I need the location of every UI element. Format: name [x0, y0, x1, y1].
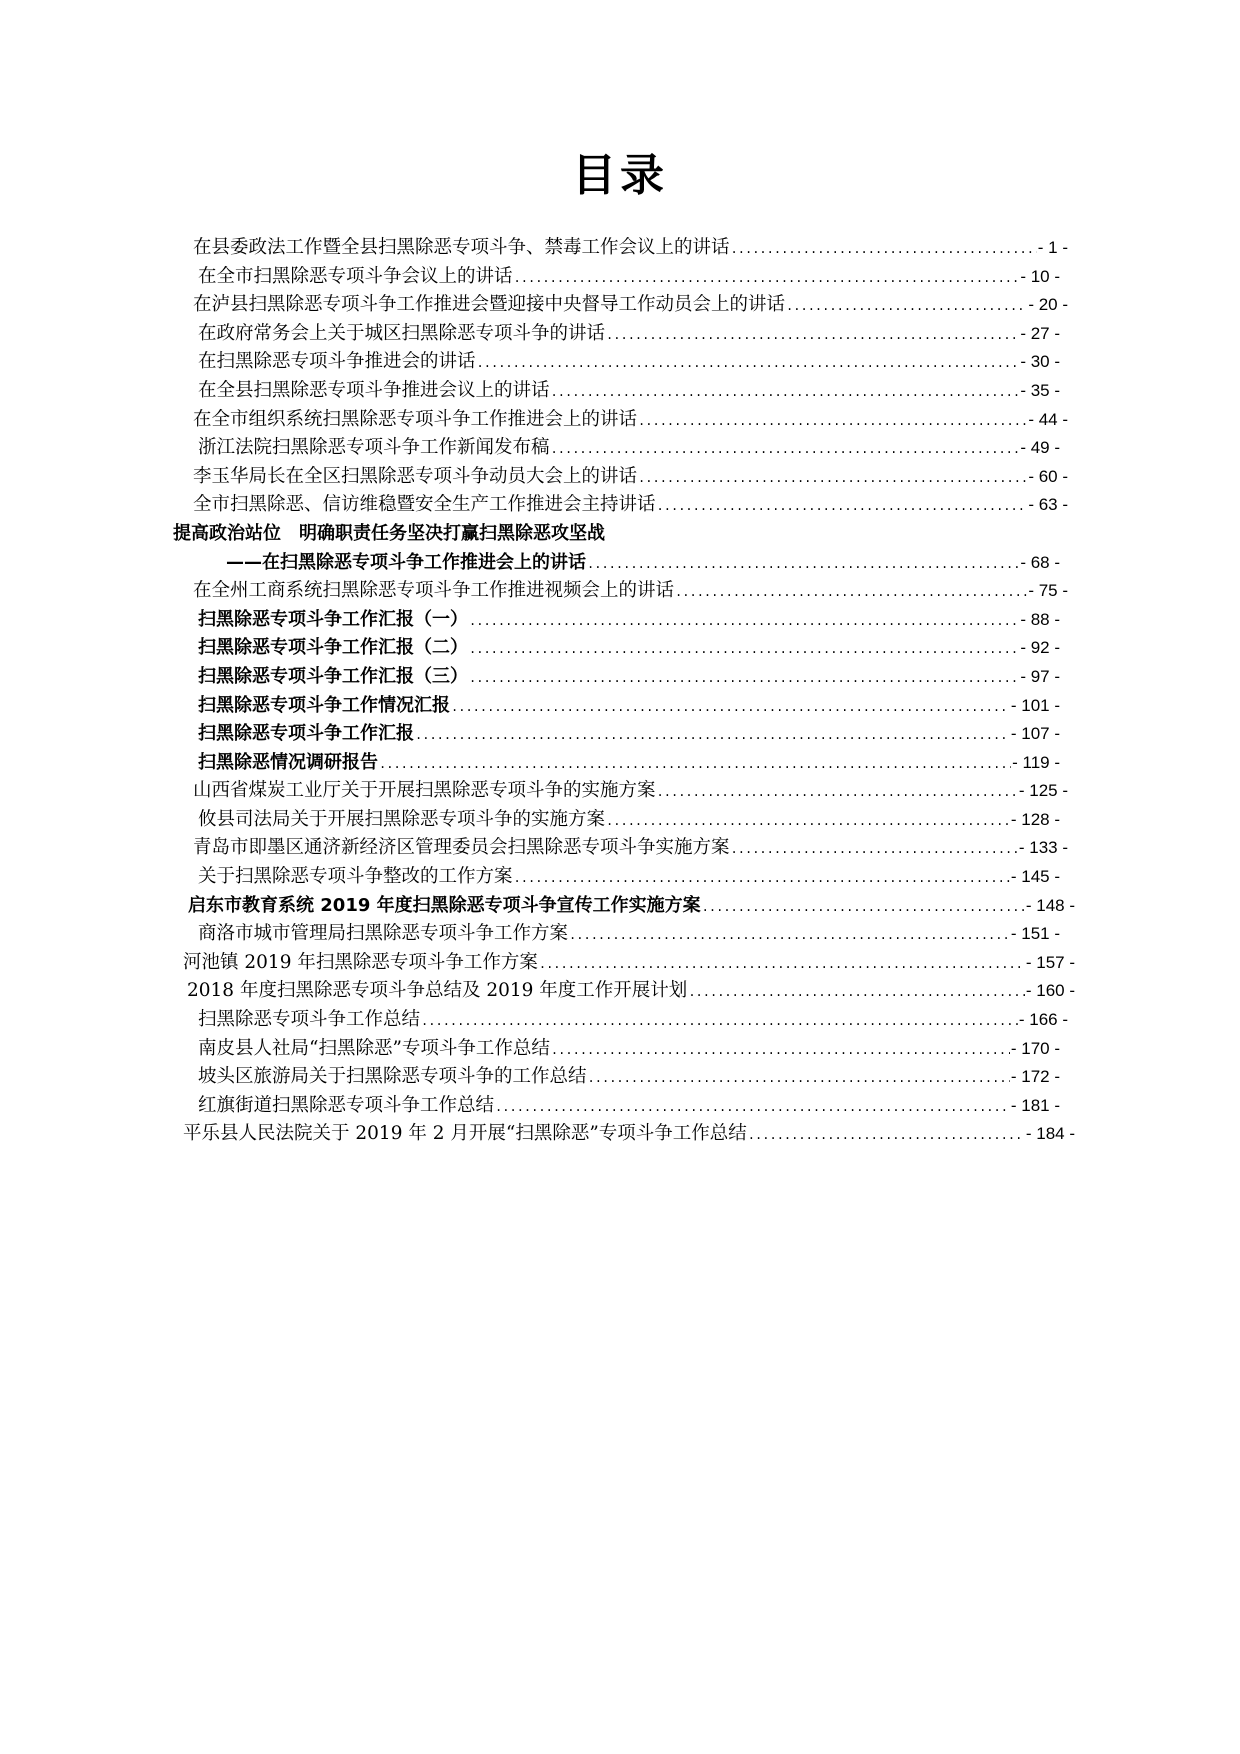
toc-entry-title: 2018 年度扫黑除恶专项斗争总结及 2019 年度工作开展计划 [187, 980, 688, 1002]
dot-leader [469, 664, 1019, 693]
toc-entry-page: - 10 - [1020, 266, 1060, 286]
toc-entry-title: 在全市扫黑除恶专项斗争会议上的讲话 [198, 265, 513, 287]
toc-entry-page: - 88 - [1020, 609, 1060, 629]
toc-entry[interactable] [0, 720, 1240, 749]
dot-leader [638, 464, 1027, 493]
toc-entry[interactable] [0, 1063, 1240, 1092]
toc-entry[interactable] [0, 291, 1240, 320]
toc-entry[interactable] [0, 377, 1240, 406]
toc-entry[interactable] [0, 348, 1240, 377]
dot-leader [675, 578, 1027, 607]
toc-entry[interactable] [0, 806, 1240, 835]
toc-entry-page: - 20 - [1028, 295, 1068, 315]
dot-leader [588, 1064, 1010, 1093]
toc-entry-title: 启东市教育系统 2019 年度扫黑除恶专项斗争宣传工作实施方案 [188, 894, 701, 916]
toc-entry[interactable] [0, 892, 1240, 921]
toc-entry-title: 在全市组织系统扫黑除恶专项斗争工作推进会上的讲话 [193, 408, 638, 430]
toc-entry-title: ——在扫黑除恶专项斗争工作推进会上的讲话 [226, 551, 586, 573]
toc-entry-title: 在泸县扫黑除恶专项斗争工作推进会暨迎接中央督导工作动员会上的讲话 [193, 294, 786, 316]
toc-entry[interactable] [0, 320, 1240, 349]
toc-entry-page: - 101 - [1010, 695, 1060, 715]
dot-leader [731, 235, 1037, 264]
toc-entry[interactable] [0, 1035, 1240, 1064]
toc-entry-page: - 166 - [1018, 1010, 1068, 1030]
toc-entry-page: - 92 - [1020, 638, 1060, 658]
toc-entry-page: - 151 - [1010, 924, 1060, 944]
toc-entry[interactable] [0, 749, 1240, 778]
dot-leader [606, 807, 1010, 836]
toc-entry-title: 在扫黑除恶专项斗争推进会的讲话 [198, 351, 476, 373]
dot-leader [495, 1093, 1010, 1122]
toc-entry[interactable] [0, 692, 1240, 721]
toc-entry-page: - 133 - [1018, 838, 1068, 858]
toc-entry-title: 攸县司法局关于开展扫黑除恶专项斗争的实施方案 [198, 808, 606, 830]
dot-leader [657, 778, 1018, 807]
toc-entry[interactable] [0, 777, 1240, 806]
toc-entry-page: - 157 - [1025, 952, 1075, 972]
toc-entry-page: - 27 - [1020, 323, 1060, 343]
dot-leader [477, 349, 1020, 378]
toc-entry[interactable] [0, 606, 1240, 635]
toc-entry-title: 李玉华局长在全区扫黑除恶专项斗争动员大会上的讲话 [193, 465, 638, 487]
toc-entry-page: - 60 - [1028, 466, 1068, 486]
dot-leader [569, 921, 1010, 950]
toc-entry-title: 在全州工商系统扫黑除恶专项斗争工作推进视频会上的讲话 [193, 580, 675, 602]
toc-entry-title: 坡头区旅游局关于扫黑除恶专项斗争的工作总结 [198, 1066, 587, 1088]
toc-entry-page: - 181 - [1010, 1095, 1060, 1115]
toc-entry-title: 南皮县人社局“扫黑除恶”专项斗争工作总结 [198, 1037, 550, 1059]
dot-leader [551, 378, 1020, 407]
toc-entry-page: - 160 - [1025, 981, 1075, 1001]
toc-entry-page: - 128 - [1010, 809, 1060, 829]
toc-entry-title: 扫黑除恶专项斗争工作汇报（一） [198, 608, 468, 630]
toc-list [0, 234, 1240, 1149]
toc-entry[interactable] [0, 491, 1240, 520]
toc-entry-title: 在县委政法工作暨全县扫黑除恶专项斗争、禁毒工作会议上的讲话 [193, 237, 730, 258]
toc-entry[interactable] [0, 1006, 1240, 1035]
toc-entry-title: 山西省煤炭工业厅关于开展扫黑除恶专项斗争的实施方案 [193, 780, 656, 802]
dot-leader [451, 693, 1010, 722]
toc-entry-title: 青岛市即墨区通济新经济区管理委员会扫黑除恶专项斗争实施方案 [193, 837, 730, 859]
toc-entry[interactable] [0, 949, 1240, 978]
toc-entry[interactable] [0, 463, 1240, 492]
dot-leader [786, 292, 1027, 321]
toc-entry[interactable] [0, 977, 1240, 1006]
toc-entry-page: - 107 - [1010, 724, 1060, 744]
dot-leader [514, 264, 1020, 293]
toc-entry-page: - 170 - [1010, 1038, 1060, 1058]
toc-entry[interactable] [0, 920, 1240, 949]
toc-entry-page: - 145 - [1010, 867, 1060, 887]
dot-leader [688, 978, 1025, 1007]
toc-entry[interactable] [0, 834, 1240, 863]
toc-entry-title: 关于扫黑除恶专项斗争整改的工作方案 [198, 866, 513, 888]
toc-title: 目录 [572, 150, 668, 201]
toc-section-heading[interactable] [0, 520, 1240, 549]
toc-entry-page: - 148 - [1025, 895, 1075, 915]
toc-entry-title: 河池镇 2019 年扫黑除恶专项斗争工作方案 [183, 951, 538, 973]
toc-entry-page: - 35 - [1020, 380, 1060, 400]
toc-entry[interactable] [0, 434, 1240, 463]
dot-leader [421, 1007, 1018, 1036]
toc-entry-title: 商洛市城市管理局扫黑除恶专项斗争工作方案 [198, 923, 569, 945]
dot-leader [702, 893, 1025, 922]
dot-leader [539, 950, 1025, 979]
toc-entry-page: - 68 - [1020, 552, 1060, 572]
toc-entry-page: - 75 - [1028, 581, 1068, 601]
toc-entry[interactable] [0, 263, 1240, 292]
toc-entry-title: 浙江法院扫黑除恶专项斗争工作新闻发布稿 [198, 437, 550, 459]
toc-entry-title: 在全县扫黑除恶专项斗争推进会议上的讲话 [198, 379, 550, 401]
toc-entry-page: - 184 - [1025, 1124, 1075, 1144]
toc-entry-title: 扫黑除恶专项斗争工作汇报（二） [198, 637, 468, 659]
toc-entry-page: - 97 - [1020, 666, 1060, 686]
dot-leader [379, 750, 1011, 779]
toc-entry-title: 提高政治站位 明确职责任务坚决打赢扫黑除恶攻坚战 [173, 522, 605, 544]
toc-entry-page: - 119 - [1012, 752, 1060, 772]
toc-entry[interactable] [0, 1120, 1240, 1149]
toc-entry[interactable] [0, 1092, 1240, 1121]
toc-entry-page: - 49 - [1020, 438, 1060, 458]
toc-entry-title: 平乐县人民法院关于 2019 年 2 月开展“扫黑除恶”专项斗争工作总结 [183, 1123, 747, 1145]
toc-entry-title: 扫黑除恶专项斗争工作情况汇报 [198, 694, 450, 716]
dot-leader [551, 1036, 1010, 1065]
dot-leader [587, 550, 1019, 579]
toc-entry[interactable] [0, 863, 1240, 892]
toc-entry-title: 扫黑除恶专项斗争工作汇报 [198, 723, 414, 745]
toc-entry-page: - 125 - [1018, 781, 1068, 801]
dot-leader [514, 864, 1010, 893]
toc-entry-page: - 63 - [1028, 495, 1068, 515]
dot-leader [731, 835, 1018, 864]
toc-entry-title: 扫黑除恶专项斗争工作总结 [198, 1009, 421, 1031]
toc-entry-page: - 30 - [1020, 352, 1060, 372]
toc-entry-page: - 44 - [1028, 409, 1068, 429]
toc-entry-title: 在政府常务会上关于城区扫黑除恶专项斗争的讲话 [198, 322, 606, 344]
dot-leader [551, 435, 1020, 464]
toc-entry-title: 扫黑除恶情况调研报告 [198, 751, 378, 773]
dot-leader [748, 1121, 1025, 1150]
toc-entry-page: - 1 - [1037, 238, 1068, 257]
toc-entry[interactable] [0, 577, 1240, 606]
dot-leader [469, 607, 1019, 636]
toc-entry[interactable] [0, 549, 1240, 578]
toc-entry-title: 扫黑除恶专项斗争工作汇报（三） [198, 665, 468, 687]
dot-leader [638, 407, 1027, 436]
dot-leader [469, 635, 1019, 664]
dot-leader [606, 321, 1019, 350]
toc-entry[interactable] [0, 406, 1240, 435]
toc-entry[interactable] [0, 663, 1240, 692]
toc-entry[interactable] [0, 634, 1240, 663]
toc-entry-page: - 172 - [1010, 1067, 1060, 1087]
toc-entry-title: 红旗街道扫黑除恶专项斗争工作总结 [198, 1094, 495, 1116]
dot-leader [657, 492, 1028, 521]
toc-entry[interactable] [0, 234, 1240, 263]
dot-leader [415, 721, 1010, 750]
toc-entry-title: 全市扫黑除恶、信访维稳暨安全生产工作推进会主持讲话 [193, 494, 656, 516]
